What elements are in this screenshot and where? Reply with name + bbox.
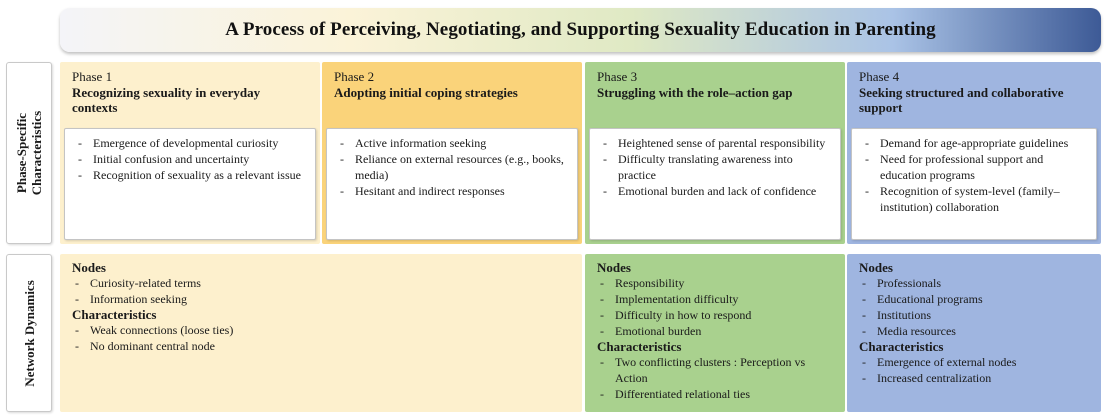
row-label-phase-specific-text: Phase-Specific Characteristics [14, 110, 44, 196]
network-characteristics-heading: Characteristics [859, 339, 944, 354]
phase-2-characteristic: - Hesitant and indirect responses [337, 183, 569, 199]
phase-4-characteristic: - Demand for age-appropriate guidelines [862, 135, 1088, 151]
network-node: - Information seeking [72, 291, 572, 307]
phase-3-characteristics-list [600, 135, 832, 199]
phase-1-column [60, 62, 320, 244]
phase-4-characteristics-box [851, 128, 1097, 240]
phase-3-name: Struggling with the role–action gap [597, 85, 793, 100]
row-label-phase-specific [6, 62, 52, 244]
phase-3-characteristic: - Heightened sense of parental responsibility [600, 135, 832, 151]
network-characteristics-list [859, 354, 1091, 386]
network-node: - Difficulty in how to respond [597, 307, 835, 323]
network-characteristic: - Increased centralization [859, 370, 1091, 386]
network-nodes-heading: Nodes [597, 260, 631, 275]
phase-4-characteristic: - Need for professional support and education programs [862, 151, 1088, 183]
network-characteristics-list [597, 354, 835, 402]
phase-2-name: Adopting initial coping strategies [334, 85, 518, 100]
row-label-network [6, 254, 52, 412]
network-nodes-list [72, 275, 572, 307]
network-node: - Educational programs [859, 291, 1091, 307]
phase-4-name: Seeking structured and collaborative support [859, 85, 1064, 115]
diagram-title: A Process of Perceiving, Negotiating, and Supporting Sexuality Education in Parenting [225, 19, 936, 40]
phase-3-header [589, 66, 841, 128]
network-node: - Emotional burden [597, 323, 835, 339]
network-node: - Implementation difficulty [597, 291, 835, 307]
phase-1-number: Phase 1 [72, 69, 113, 84]
phase-3-characteristics-box [589, 128, 841, 240]
network-nodes-list [597, 275, 835, 339]
phase-1-characteristics-list [75, 135, 307, 183]
phase-2-characteristics-list [337, 135, 569, 199]
phase-3-characteristic: - Difficulty translating awareness into practice [600, 151, 832, 183]
phase-1-characteristics-box [64, 128, 316, 240]
phase-2-characteristic: - Active information seeking [337, 135, 569, 151]
network-characteristic: - Weak connections (loose ties) [72, 322, 572, 338]
phase-1-characteristic: - Initial confusion and uncertainty [75, 151, 307, 167]
phase-1-characteristic: - Emergence of developmental curiosity [75, 135, 307, 151]
network-node: - Institutions [859, 307, 1091, 323]
network-phase-1-2-box [60, 254, 582, 412]
phase-1-header [64, 66, 316, 128]
network-characteristics-heading: Characteristics [597, 339, 682, 354]
network-characteristics-list [72, 322, 572, 354]
phase-2-characteristics-box [326, 128, 578, 240]
network-characteristic: - No dominant central node [72, 338, 572, 354]
network-characteristic: - Emergence of external nodes [859, 354, 1091, 370]
phase-1-name: Recognizing sexuality in everyday contexts [72, 85, 261, 115]
phase-2-header [326, 66, 578, 128]
network-nodes-list [859, 275, 1091, 339]
network-nodes-heading: Nodes [72, 260, 106, 275]
phase-2-characteristic: - Reliance on external resources (e.g., books, media) [337, 151, 569, 183]
phase-4-characteristic: - Recognition of system-level (family–institution) collaboration [862, 183, 1088, 215]
network-node: - Responsibility [597, 275, 835, 291]
network-node: - Media resources [859, 323, 1091, 339]
network-characteristic: - Two conflicting clusters : Perception vs Action [597, 354, 835, 386]
phase-4-column [847, 62, 1101, 244]
network-phase-3-box [585, 254, 845, 412]
phase-3-characteristic: - Emotional burden and lack of confidence [600, 183, 832, 199]
diagram-title-banner [60, 8, 1101, 52]
network-node: - Professionals [859, 275, 1091, 291]
phase-2-number: Phase 2 [334, 69, 375, 84]
network-node: - Curiosity-related terms [72, 275, 572, 291]
network-nodes-heading: Nodes [859, 260, 893, 275]
network-characteristic: - Differentiated relational ties [597, 386, 835, 402]
phase-3-column [585, 62, 845, 244]
phase-2-column [322, 62, 582, 244]
row-label-network-text: Network Dynamics [21, 279, 37, 387]
phase-3-number: Phase 3 [597, 69, 638, 84]
network-phase-4-box [847, 254, 1101, 412]
phase-1-characteristic: - Recognition of sexuality as a relevant issue [75, 167, 307, 183]
phase-4-characteristics-list [862, 135, 1088, 215]
phase-4-header [851, 66, 1097, 128]
phase-4-number: Phase 4 [859, 69, 900, 84]
network-characteristics-heading: Characteristics [72, 307, 157, 322]
